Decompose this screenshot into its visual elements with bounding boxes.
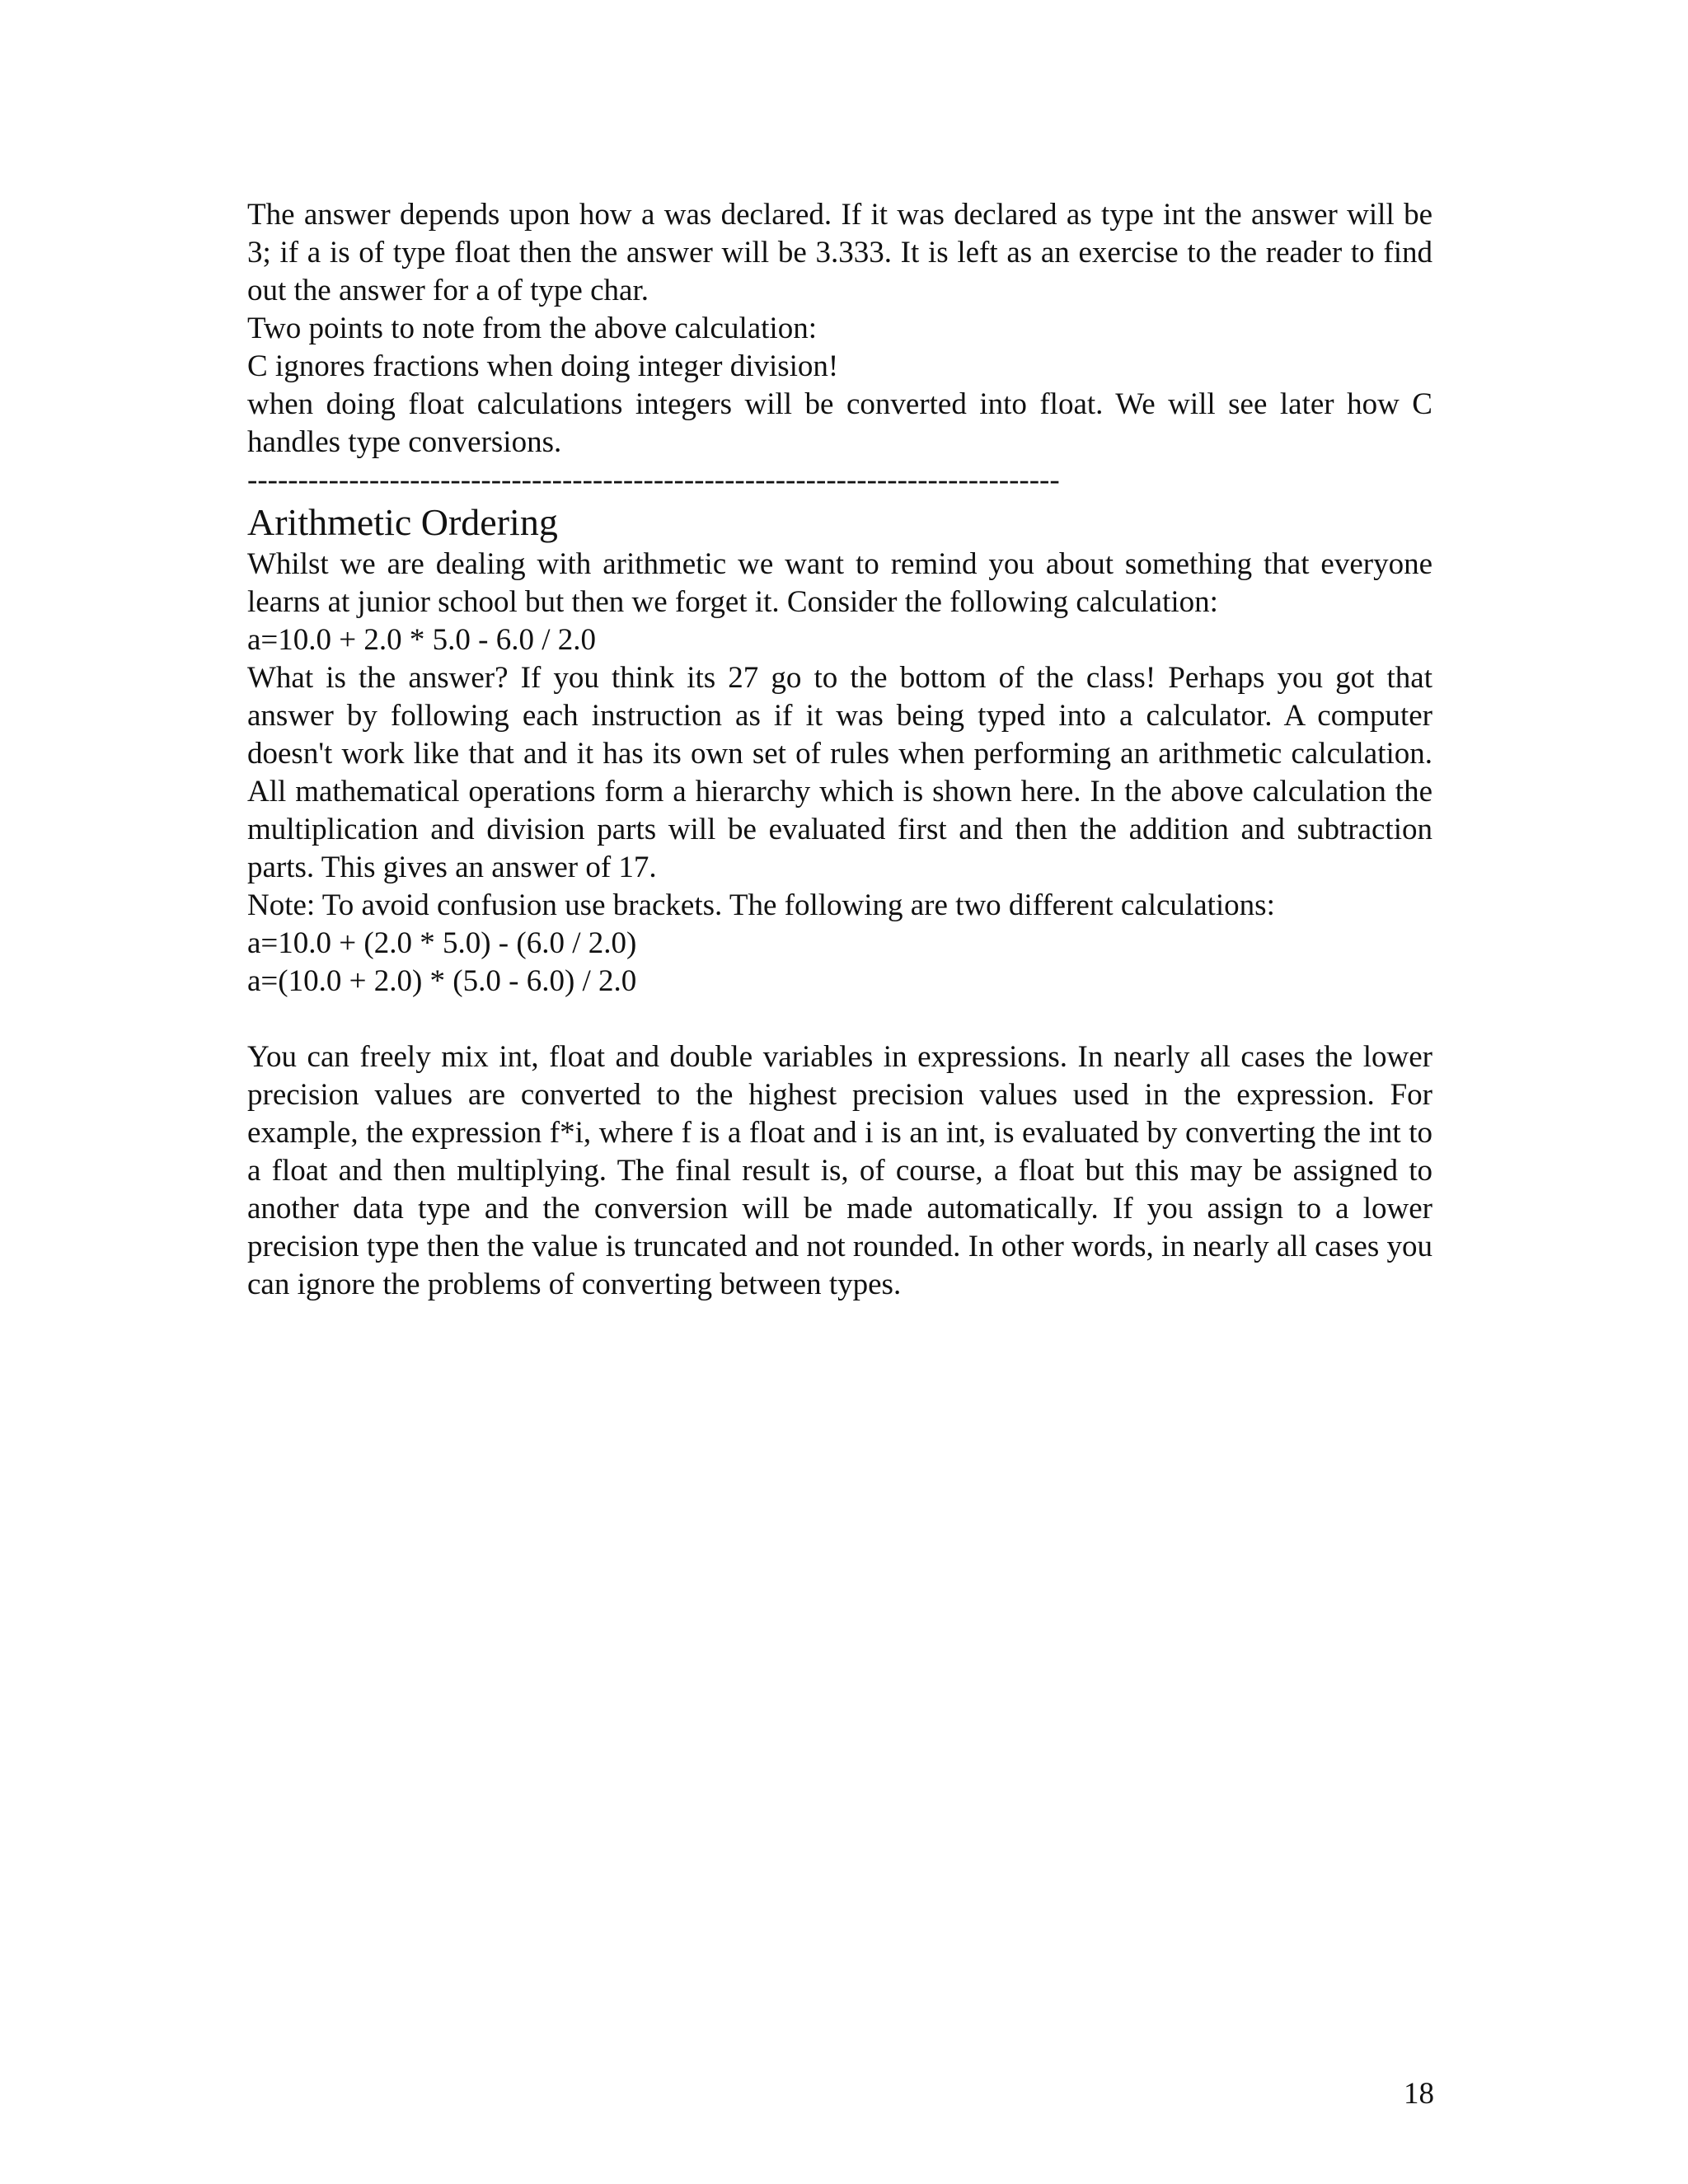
- line-integer-division: C ignores fractions when doing integer division!: [247, 349, 839, 383]
- paragraph-float-calculations: when doing float calculations integers will be converted into float. We will see later how C handles type conversions.: [247, 387, 1432, 459]
- paragraph-what-is-answer: What is the answer? If you think its 27 go to the bottom of the class! Perhaps you got that answer by following each instruction as if it was being typed into a calculator. A computer doesn't work like that and it has its own set of rules when performing an arithmetic calculation. All mathematical operations form a hierarchy which is shown here. In the above calculation the multiplication and division parts will be evaluated first and then the addition and subtraction parts. This gives an answer of 17.: [247, 661, 1432, 884]
- paragraph-mix-types: You can freely mix int, float and double variables in expressions. In nearly all cases the lower precision values are converted to the highest precision values used in the expression. For example, the expression f*i, where f is a float and i is an int, is evaluated by converting the int to a float and then multiplying. The final result is, of course, a float but this may be assigned to another data type and the conversion will be made automatically. If you assign to a lower precision type then the value is truncated and not rounded. In other words, in nearly all cases you can ignore the problems of converting between types.: [247, 1040, 1432, 1301]
- expression-2: a=10.0 + (2.0 * 5.0) - (6.0 / 2.0): [247, 926, 637, 960]
- expression-3: a=(10.0 + 2.0) * (5.0 - 6.0) / 2.0: [247, 964, 637, 998]
- page-number: 18: [1404, 2077, 1434, 2111]
- line-note-brackets: Note: To avoid confusion use brackets. The following are two different calculations:: [247, 888, 1275, 922]
- blank-line: [247, 1001, 1432, 1038]
- line-two-points: Two points to note from the above calculation:: [247, 312, 817, 345]
- section-heading: Arithmetic Ordering: [247, 501, 558, 543]
- paragraph-whilst-arithmetic: Whilst we are dealing with arithmetic we want to remind you about something that everyone learns at junior school but then we forget it. Consider the following calculation:: [247, 547, 1432, 619]
- paragraph-answer-depends: The answer depends upon how a was declared. If it was declared as type int the answer will be 3; if a is of type float then the answer will be 3.333. It is left as an exercise to the reader to find out the answer for a of type char.: [247, 198, 1432, 307]
- page-body: [247, 196, 1432, 1304]
- expression-1: a=10.0 + 2.0 * 5.0 - 6.0 / 2.0: [247, 623, 597, 657]
- dashed-separator: --------------------------------------------------------------------------------: [247, 463, 1060, 497]
